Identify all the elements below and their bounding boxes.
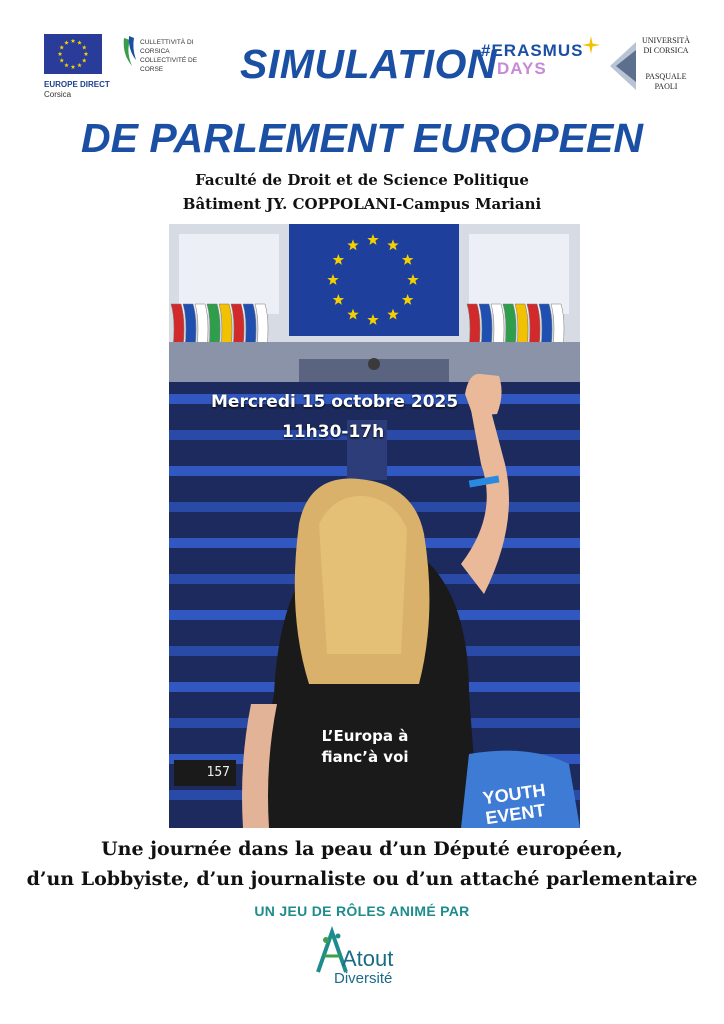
europe-direct-line2: Corsica — [44, 90, 72, 99]
pasquale-paoli-emblem-icon — [608, 36, 640, 96]
faculty-name: Faculté de Droit et de Science Politique — [195, 171, 529, 189]
atout-sub: Diversité — [334, 970, 393, 987]
building-name: Bâtiment JY. COPPOLANI-Campus Mariani — [182, 195, 542, 213]
atout-diversite-logo — [312, 926, 412, 990]
erasmus-line1: #ERASMUS — [481, 41, 584, 60]
uni-line2: DI CORSICA — [643, 46, 689, 55]
europe-direct-line1: EUROPE DIRECT — [44, 80, 110, 89]
eu-star-icon — [71, 39, 76, 43]
bag-line2: EVENT — [484, 800, 547, 829]
description-line1: Une journée dans la peau d’un Député européen, — [101, 838, 623, 860]
universita-corsica-logo — [608, 36, 698, 98]
shirt-slogan — [305, 726, 425, 768]
erasmus-days-logo — [481, 42, 583, 78]
eu-star-icon — [59, 58, 64, 62]
shirt-line2: fianc’à voi — [321, 748, 409, 766]
event-date: Mercredi 15 octobre 2025 — [211, 392, 459, 412]
eu-star-icon — [58, 52, 63, 56]
swoosh-icon — [120, 32, 140, 70]
uni-line4: PAOLI — [654, 82, 678, 91]
eu-star-icon — [77, 40, 82, 44]
eu-star-icon — [77, 63, 82, 67]
europe-direct-label — [44, 80, 110, 100]
roles-heading: UN JEU DE RÔLES ANIMÉ PAR — [254, 903, 470, 919]
eu-star-icon — [82, 45, 87, 49]
description-line2: d’un Lobbyiste, d’un journaliste ou d’un attaché parlementaire — [26, 868, 698, 890]
uni-line3: PASQUALE — [645, 72, 687, 81]
uni-line1: UNIVERSITÀ — [642, 36, 690, 45]
eu-star-icon — [71, 65, 76, 69]
collectivite-line1: CULLETTIVITÀ DI CORSICA — [140, 39, 194, 55]
eu-star-icon — [82, 58, 87, 62]
eu-star-icon — [64, 40, 69, 44]
erasmus-line2: DAYS — [497, 59, 547, 78]
title-line1: SIMULATION — [240, 41, 498, 87]
bag-line1: YOUTH — [481, 779, 547, 809]
shirt-line1: L’Europa à — [321, 727, 409, 745]
event-time: 11h30-17h — [282, 422, 385, 442]
sparkle-icon — [580, 34, 602, 56]
europe-direct-logo — [44, 34, 102, 74]
eu-star-icon — [59, 45, 64, 49]
atout-word: Atout — [342, 946, 394, 971]
collectivite-line2: COLLECTIVITÉ DE CORSE — [140, 57, 198, 73]
seat-number: 157 — [174, 760, 236, 786]
eu-stars-icon — [44, 34, 102, 74]
title-line2: DE PARLEMENT EUROPEEN — [81, 115, 643, 161]
eu-star-icon — [84, 52, 89, 56]
eu-star-icon — [64, 63, 69, 67]
collectivite-corse-logo — [120, 32, 215, 73]
